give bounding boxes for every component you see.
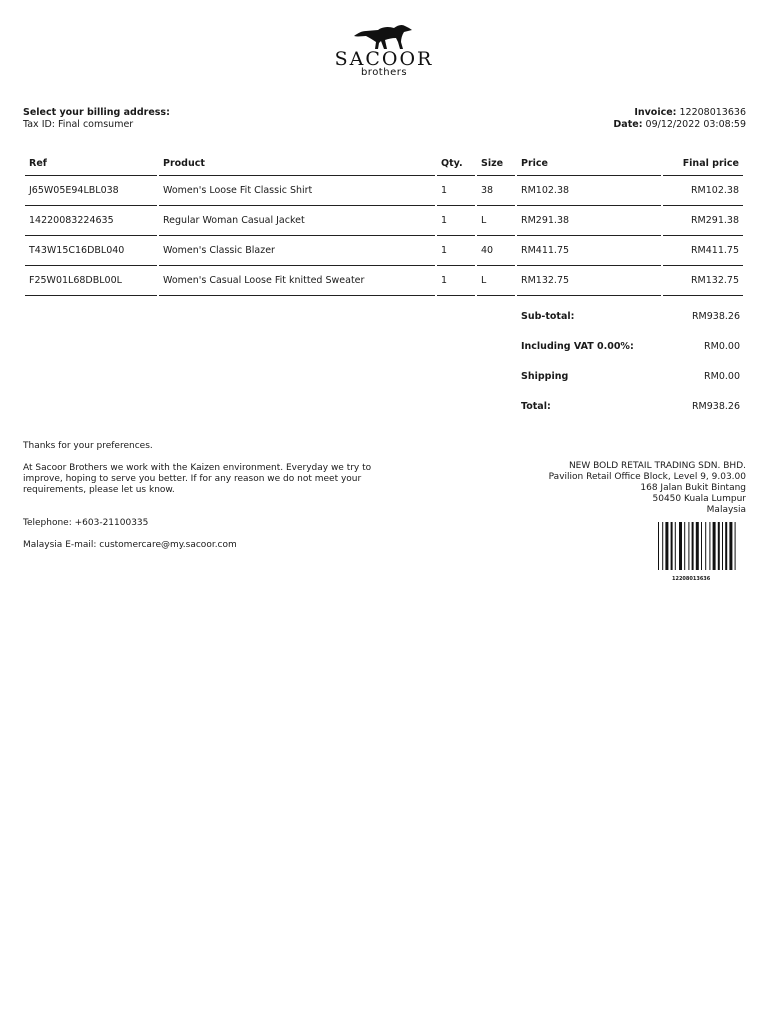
greyhound-icon — [352, 22, 416, 50]
col-size: Size — [477, 152, 515, 176]
subtotal-value: RM938.26 — [691, 310, 740, 322]
cell-product: Women's Classic Blazer — [159, 236, 435, 266]
col-ref: Ref — [25, 152, 157, 176]
totals-block — [517, 301, 745, 421]
cell-ref: F25W01L68DBL00L — [25, 266, 157, 296]
barcode — [656, 522, 746, 582]
cell-final-price: RM132.75 — [663, 266, 743, 296]
items-table — [23, 152, 745, 296]
table-row — [25, 206, 743, 236]
footer-notes — [23, 441, 383, 562]
invoice-line — [613, 107, 746, 119]
billing-title: Select your billing address: — [23, 107, 170, 118]
cell-size: L — [477, 206, 515, 236]
vat-row — [517, 331, 745, 361]
cell-price: RM411.75 — [517, 236, 661, 266]
company-address — [486, 461, 746, 516]
address-line-3: 50450 Kuala Lumpur — [652, 494, 746, 504]
date-value: 09/12/2022 03:08:59 — [645, 119, 746, 130]
cell-price: RM132.75 — [517, 266, 661, 296]
telephone-text: Telephone: +603-21100335 — [23, 518, 149, 528]
shipping-row — [517, 361, 745, 391]
cell-price: RM102.38 — [517, 176, 661, 206]
invoice-block — [613, 107, 746, 131]
cell-product: Women's Loose Fit Classic Shirt — [159, 176, 435, 206]
vat-label: Including VAT 0.00%: — [521, 340, 634, 352]
cell-ref: J65W05E94LBL038 — [25, 176, 157, 206]
brand-name: SACOOR — [334, 48, 434, 70]
barcode-number: 12208013636 — [672, 576, 711, 582]
address-line-1: Pavilion Retail Office Block, Level 9, 9.03.00 — [548, 472, 746, 482]
tax-id: Tax ID: Final comsumer — [23, 119, 134, 130]
brand-subtitle: brothers — [360, 67, 408, 78]
cell-final-price: RM411.75 — [663, 236, 743, 266]
kaizen-text: At Sacoor Brothers we work with the Kaizen environment. Everyday we try to improve, hoping to serve you better. If for any reason we do not meet your requirements, please let us know. — [23, 463, 372, 495]
col-final-price: Final price — [663, 152, 743, 176]
cell-size: L — [477, 266, 515, 296]
vat-value: RM0.00 — [704, 340, 740, 352]
thanks-text: Thanks for your preferences. — [23, 441, 153, 451]
address-line-2: 168 Jalan Bukit Bintang — [640, 483, 746, 493]
billing-block — [23, 107, 170, 131]
email-text: Malaysia E-mail: customercare@my.sacoor.com — [23, 540, 237, 550]
table-header-row — [25, 152, 743, 176]
table-row — [25, 236, 743, 266]
total-row — [517, 391, 745, 421]
total-label: Total: — [521, 400, 551, 412]
col-price: Price — [517, 152, 661, 176]
col-product: Product — [159, 152, 435, 176]
subtotal-label: Sub-total: — [521, 310, 575, 322]
cell-qty: 1 — [437, 206, 475, 236]
shipping-label: Shipping — [521, 370, 569, 382]
address-line-4: Malaysia — [706, 505, 746, 515]
cell-final-price: RM291.38 — [663, 206, 743, 236]
table-row — [25, 176, 743, 206]
total-value: RM938.26 — [691, 400, 740, 412]
cell-qty: 1 — [437, 176, 475, 206]
cell-ref: 14220083224635 — [25, 206, 157, 236]
cell-product: Regular Woman Casual Jacket — [159, 206, 435, 236]
cell-size: 38 — [477, 176, 515, 206]
cell-product: Women's Casual Loose Fit knitted Sweater — [159, 266, 435, 296]
invoice-label: Invoice: — [634, 107, 677, 118]
subtotal-row — [517, 301, 745, 331]
cell-ref: T43W15C16DBL040 — [25, 236, 157, 266]
cell-size: 40 — [477, 236, 515, 266]
company-name: NEW BOLD RETAIL TRADING SDN. BHD. — [568, 461, 746, 471]
date-label: Date: — [613, 119, 643, 130]
shipping-value: RM0.00 — [704, 370, 740, 382]
cell-qty: 1 — [437, 236, 475, 266]
barcode-icon — [656, 522, 746, 572]
cell-qty: 1 — [437, 266, 475, 296]
date-line — [613, 119, 746, 131]
cell-price: RM291.38 — [517, 206, 661, 236]
brand-logo — [0, 22, 768, 78]
cell-final-price: RM102.38 — [663, 176, 743, 206]
table-row — [25, 266, 743, 296]
col-qty: Qty. — [437, 152, 475, 176]
invoice-number: 12208013636 — [679, 107, 746, 118]
